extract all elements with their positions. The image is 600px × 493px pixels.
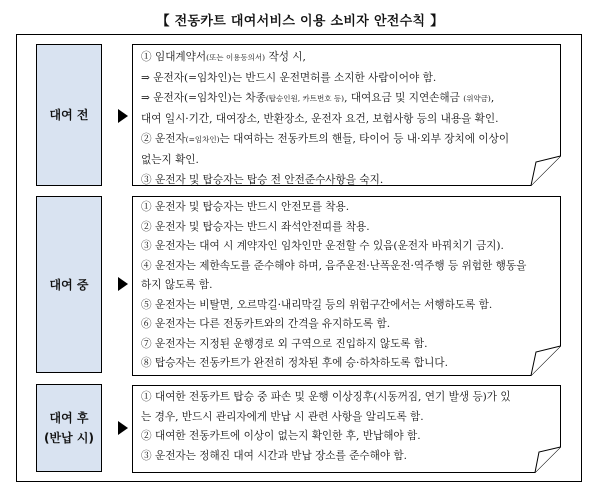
section-label-text: 대여 후 <box>49 411 89 425</box>
arrow-right-icon <box>118 421 128 435</box>
note-lines <box>141 388 553 466</box>
section-label-before <box>36 44 102 186</box>
list-item: ⑤ 운전자는 비탈면, 오르막길·내리막길 등의 위험구간에서는 서행하도록 함. <box>141 298 493 311</box>
list-item: ⑧ 탑승자는 전동카트가 완전히 정차된 후에 승·하차하도록 합니다. <box>141 357 448 369</box>
list-item: 는 경우, 반드시 관리자에게 반납 시 관련 사항을 알리도록 함. <box>141 410 424 423</box>
list-item: ① 대여한 전동카트 탑승 중 파손 및 운행 이상징후(시동꺼짐, 연기 발생 등)가 있 <box>141 391 511 403</box>
section-label-subtext: (반납 시) <box>44 431 94 445</box>
arrow-right-icon <box>118 109 128 123</box>
section-label-after <box>36 384 102 472</box>
note-during <box>132 196 561 376</box>
list-item: 대여 일시·기간, 대여장소, 반환장소, 운전자 요건, 보험사항 등의 내용을 확인. <box>141 113 499 125</box>
list-item: ⑦ 운전자는 지정된 운행경로 외 구역으로 진입하지 않도록 함. <box>141 337 428 350</box>
list-item: ② 대여한 전동카트에 이상이 없는지 확인한 후, 반납해야 함. <box>141 430 421 442</box>
list-item: ⑥ 운전자는 다른 전동카트와의 간격을 유지하도록 함. <box>141 318 391 330</box>
note-lines <box>141 198 553 374</box>
page-title: 【 전동카트 대여서비스 이용 소비자 안전수칙 】 <box>156 14 444 29</box>
section-label-text: 대여 중 <box>49 277 89 292</box>
list-item: ⇒ 운전자(=임차인)는 반드시 운전면허를 소지한 사람이어야 함. <box>141 72 437 84</box>
note-before <box>132 44 561 186</box>
list-item: ② 운전자 및 탑승자는 반드시 좌석안전띠를 착용. <box>141 220 370 233</box>
list-item: 없는지 확인. <box>141 154 199 166</box>
list-item: 하지 않도록 함. <box>141 279 213 291</box>
list-item: ④ 운전자는 제한속도를 준수해야 하며, 음주운전·난폭운전·역주행 등 위험한 행동을 <box>141 259 527 272</box>
note-lines <box>141 47 553 190</box>
note-after <box>132 385 561 473</box>
list-item: ③ 운전자 및 탑승자는 탑승 전 안전준수사항을 숙지. <box>141 174 384 186</box>
section-label-text: 대여 전 <box>49 108 89 122</box>
list-item: ① 임대계약서(또는 이용동의서) 작성 시, <box>141 51 306 63</box>
list-item: ③ 운전자는 정해진 대여 시간과 반납 장소를 준수해야 함. <box>141 449 408 462</box>
list-item: ① 운전자 및 탑승자는 반드시 안전모를 착용. <box>141 201 350 213</box>
list-item: ② 운전자(=임차인)는 대여하는 전동카트의 핸들, 타이어 등 내·외부 장치에 이상이 <box>141 133 510 145</box>
arrow-right-icon <box>118 277 128 291</box>
list-item: ⇒ 운전자(=임차인)는 차종(탑승인원, 카트번호 등), 대여요금 및 지연손해금 (위약금), <box>141 92 495 104</box>
list-item: ③ 운전자는 대여 시 계약자인 임차인만 운전할 수 있음(운전자 바꿔치기 금지). <box>141 240 504 252</box>
section-label-during <box>36 196 102 373</box>
